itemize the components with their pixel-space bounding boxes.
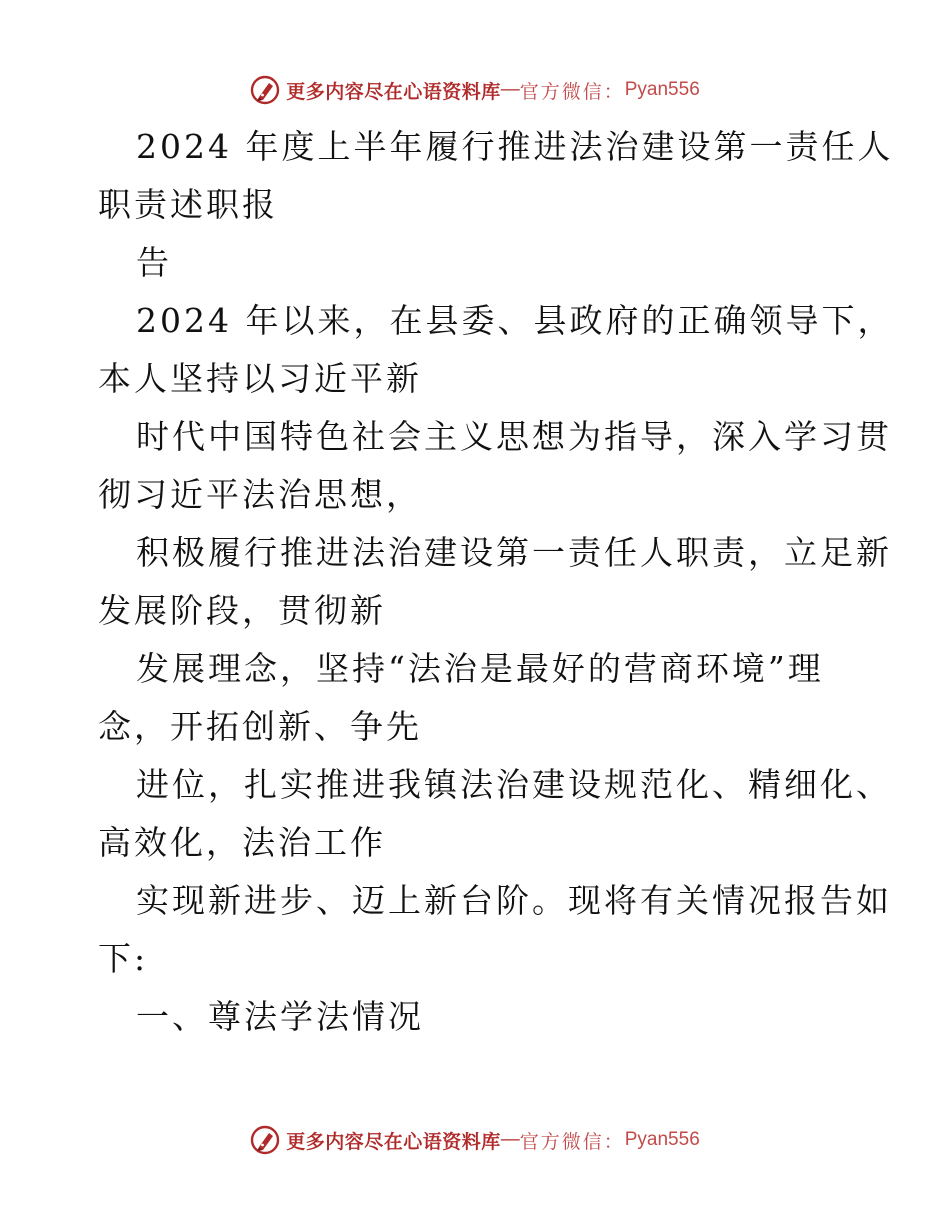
paragraph-line: 高效化，法治工作 <box>98 823 386 862</box>
section-heading: 一、尊法学法情况 <box>136 997 424 1036</box>
document-body <box>98 118 894 1046</box>
banner-separator: — <box>500 79 520 100</box>
title-line-3: 告 <box>136 243 172 282</box>
paragraph-line: 发展理念，坚持“法治是最好的营商环境”理 <box>136 649 824 688</box>
paragraph-line: 下: <box>98 939 149 978</box>
pen-nib-logo-icon <box>250 75 280 105</box>
banner-title: 更多内容尽在心语资料库 <box>286 1130 501 1153</box>
footer-banner <box>0 1122 950 1158</box>
banner-wechat-id: Pyan556 <box>624 1129 700 1150</box>
paragraph-line: 积极履行推进法治建设第一责任人职责，立足新 <box>136 533 892 572</box>
paragraph-line: 进位，扎实推进我镇法治建设规范化、精细化、 <box>136 765 892 804</box>
banner-title: 更多内容尽在心语资料库 <box>286 80 501 103</box>
paragraph-line: 时代中国特色社会主义思想为指导，深入学习贯 <box>136 417 892 456</box>
header-banner <box>0 72 950 108</box>
banner-wechat-label: 官方微信： <box>519 80 625 103</box>
paragraph-line: 彻习近平法治思想， <box>98 475 422 514</box>
title-line-1: 2024 年度上半年履行推进法治建设第一责任人 <box>136 127 894 166</box>
title-line-2: 职责述职报 <box>98 185 278 224</box>
pen-nib-logo-icon <box>250 1125 280 1155</box>
paragraph-line: 发展阶段，贯彻新 <box>98 591 386 630</box>
paragraph-line: 念，开拓创新、争先 <box>98 707 422 746</box>
paragraph-line: 实现新进步、迈上新台阶。现将有关情况报告如 <box>136 881 892 920</box>
paragraph-line: 2024 年以来，在县委、县政府的正确领导下， <box>136 301 894 340</box>
paragraph-line: 本人坚持以习近平新 <box>98 359 422 398</box>
banner-separator: — <box>500 1129 520 1150</box>
banner-wechat-label: 官方微信： <box>519 1130 625 1153</box>
banner-wechat-id: Pyan556 <box>624 79 700 100</box>
